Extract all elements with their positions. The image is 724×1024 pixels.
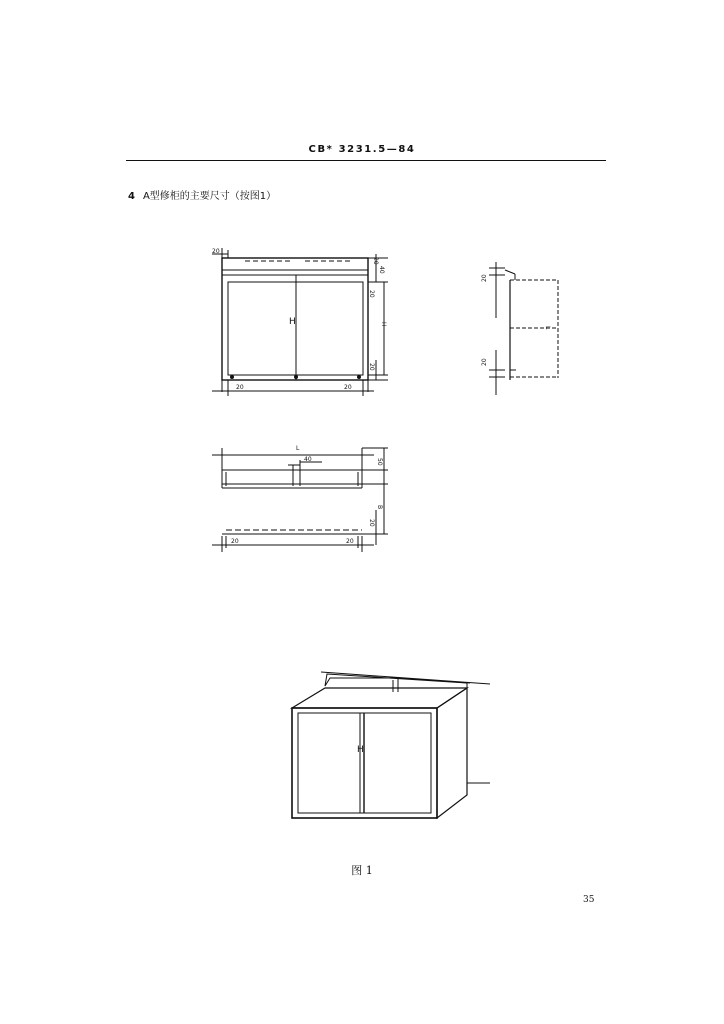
front-dim-right-upper: 20 — [368, 290, 375, 298]
top-dim-right-top: 50 — [376, 458, 383, 466]
front-dim-left-margin: 20 — [212, 248, 220, 255]
standard-number: CB* 3231.5—84 — [308, 144, 416, 155]
section-title: A型修柜的主要尺寸（按图1） — [142, 191, 277, 202]
side-dim-middle: L — [544, 326, 551, 330]
front-dim-right-lower: 20 — [368, 363, 375, 371]
top-dim-right-bottom: 20 — [368, 519, 375, 527]
top-dim-bottom-left: 20 — [231, 538, 239, 545]
front-dim-height: H — [380, 322, 387, 327]
front-dim-bottom-right: 20 — [344, 384, 352, 391]
side-dim-upper: 20 — [481, 274, 488, 282]
front-door-mark: H — [289, 317, 296, 327]
top-view — [212, 448, 388, 552]
perspective-view — [292, 672, 490, 818]
top-dim-bottom-right: 20 — [346, 538, 354, 545]
figure-caption: 图 1 — [351, 864, 373, 877]
top-dim-length: L — [296, 445, 300, 452]
section-number: 4 — [128, 191, 135, 202]
perspective-door-mark: H — [357, 745, 364, 755]
side-dim-lower: 20 — [481, 358, 488, 366]
top-dim-notch: 40 — [304, 456, 312, 463]
front-dim-bottom-left: 20 — [236, 384, 244, 391]
top-dim-depth: B — [376, 505, 383, 510]
front-dim-top-right-a: 20 — [372, 257, 379, 265]
page-number: 35 — [583, 895, 595, 905]
front-view — [212, 248, 388, 396]
front-dim-top-right-b: 40 — [378, 266, 385, 274]
